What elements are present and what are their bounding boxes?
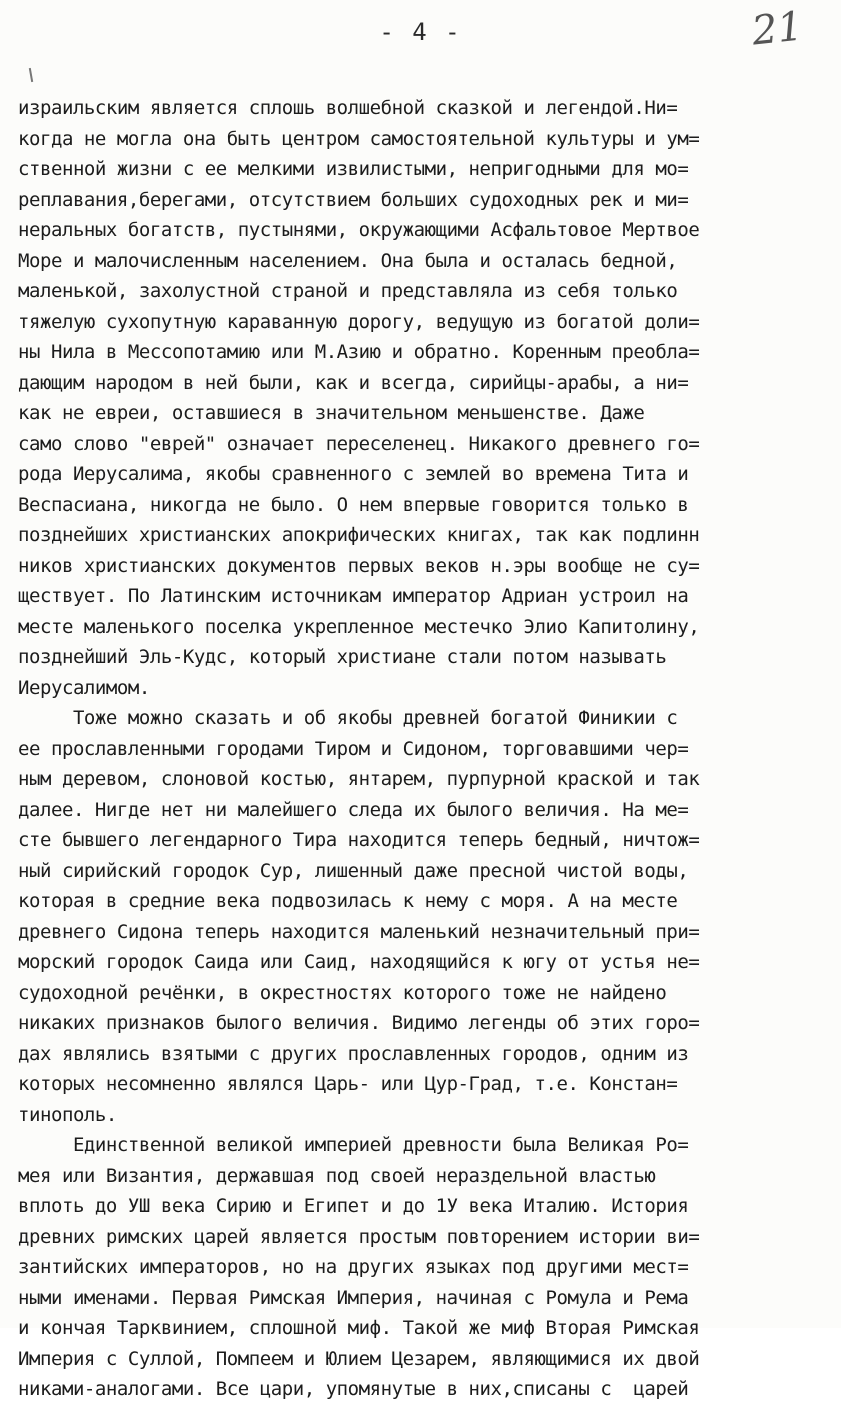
text-line: ный сирийский городок Сур, лишенный даже пресной чистой воды,: [18, 859, 689, 882]
text-line: никами-аналогами. Все цари, упомянутые в них,списаны с царей: [18, 1378, 689, 1400]
archive-number: 21: [749, 3, 806, 55]
text-line: тинополь.: [18, 1103, 117, 1126]
text-line: позднейших христианских апокрифических книгах, так как подлинн: [18, 524, 700, 546]
text-line: ществует. По Латинским источникам император Адриан устроил на: [18, 585, 689, 607]
text-line: которых несомненно являлся Царь- или Цур-Град, т.е. Констан=: [18, 1073, 678, 1095]
text-line: Тоже можно сказать и об якобы древней богатой Финикии с: [18, 707, 678, 729]
page-number: - 4 -: [379, 18, 462, 46]
text-line: неральных богатств, пустынями, окружающими Асфальтовое Мертвое: [18, 219, 700, 241]
text-line: маленькой, захолустной страной и представляла из себя только: [18, 280, 678, 302]
text-line: Иерусалимом.: [18, 676, 150, 699]
text-line: никаких признаков былого величия. Видимо легенды об этих горо=: [18, 1012, 700, 1034]
text-line: которая в средние века подвозилась к нему с моря. А на месте: [18, 890, 678, 912]
text-line: Веспасиана, никогда не было. О нем впервые говорится только в: [18, 493, 689, 516]
text-line: судоходной речёнки, в окрестностях которого тоже не найдено: [18, 981, 667, 1004]
text-line: мея или Византия, державшая под своей нераздельной властью: [18, 1164, 656, 1187]
text-line: зантийских императоров, но на других языках под другими мест=: [18, 1256, 689, 1278]
text-line: тяжелую сухопутную караванную дорогу, ведущую из богатой доли=: [18, 310, 700, 333]
text-line: и кончая Тарквинием, сплошной миф. Такой же миф Вторая Римская: [18, 1317, 700, 1339]
text-line: Море и малочисленным населением. Она была и осталась бедной,: [18, 249, 678, 272]
text-line: ников христианских документов первых веков н.эры вообще не су=: [18, 554, 700, 577]
body-text: [18, 93, 841, 1405]
text-line: древнего Сидона теперь находится маленький незначительный при=: [18, 920, 700, 943]
text-line: ственной жизни с ее мелкими извилистыми, непригодными для мо=: [18, 158, 689, 180]
text-line: вплоть до УШ века Сирию и Египет и до 1У века Италию. История: [18, 1195, 689, 1217]
text-line: рода Иерусалима, якобы сравненного с землей во времена Тита и: [18, 463, 689, 485]
text-line: морский городок Саида или Саид, находящийся к югу от устья не=: [18, 951, 700, 973]
text-line: ны Нила в Мессопотамию или М.Азию и обратно. Коренным преобла=: [18, 341, 700, 363]
text-line: ным деревом, слоновой костью, янтарем, пурпурной краской и так: [18, 768, 700, 790]
text-line: ными именами. Первая Римская Империя, начиная с Ромула и Рема: [18, 1286, 689, 1309]
text-line: как не евреи, оставшиеся в значительном меньшенстве. Даже: [18, 402, 645, 424]
text-line: Империя с Суллой, Помпеем и Юлием Цезарем, являющимися их двой: [18, 1347, 700, 1370]
text-line: ее прославленными городами Тиром и Сидоном, торговавшими чер=: [18, 737, 689, 760]
text-line: когда не могла она быть центром самостоятельной культуры и ум=: [18, 127, 700, 150]
text-line: реплавания,берегами, отсутствием больших судоходных рек и ми=: [18, 188, 689, 211]
text-line: дах являлись взятыми с других прославленных городов, одним из: [18, 1042, 689, 1065]
text-line: сте бывшего легендарного Тира находится теперь бедный, ничтож=: [18, 829, 700, 851]
text-line: далее. Нигде нет ни малейшего следа их былого величия. На ме=: [18, 798, 689, 821]
text-line: Единственной великой империей древности была Великая Ро=: [18, 1134, 689, 1156]
text-line: израильским является сплошь волшебной сказкой и легендой.Ни=: [18, 97, 678, 119]
margin-mark: [29, 68, 33, 82]
text-line: само слово "еврей" означает переселенец. Никакого древнего го=: [18, 432, 700, 455]
text-line: месте маленького поселка укрепленное местечко Элио Капитолину,: [18, 615, 700, 638]
text-line: древних римских царей является простым повторением истории ви=: [18, 1225, 700, 1248]
text-line: позднейший Эль-Кудс, который христиане стали потом называть: [18, 646, 667, 668]
text-line: дающим народом в ней были, как и всегда, сирийцы-арабы, а ни=: [18, 371, 689, 394]
